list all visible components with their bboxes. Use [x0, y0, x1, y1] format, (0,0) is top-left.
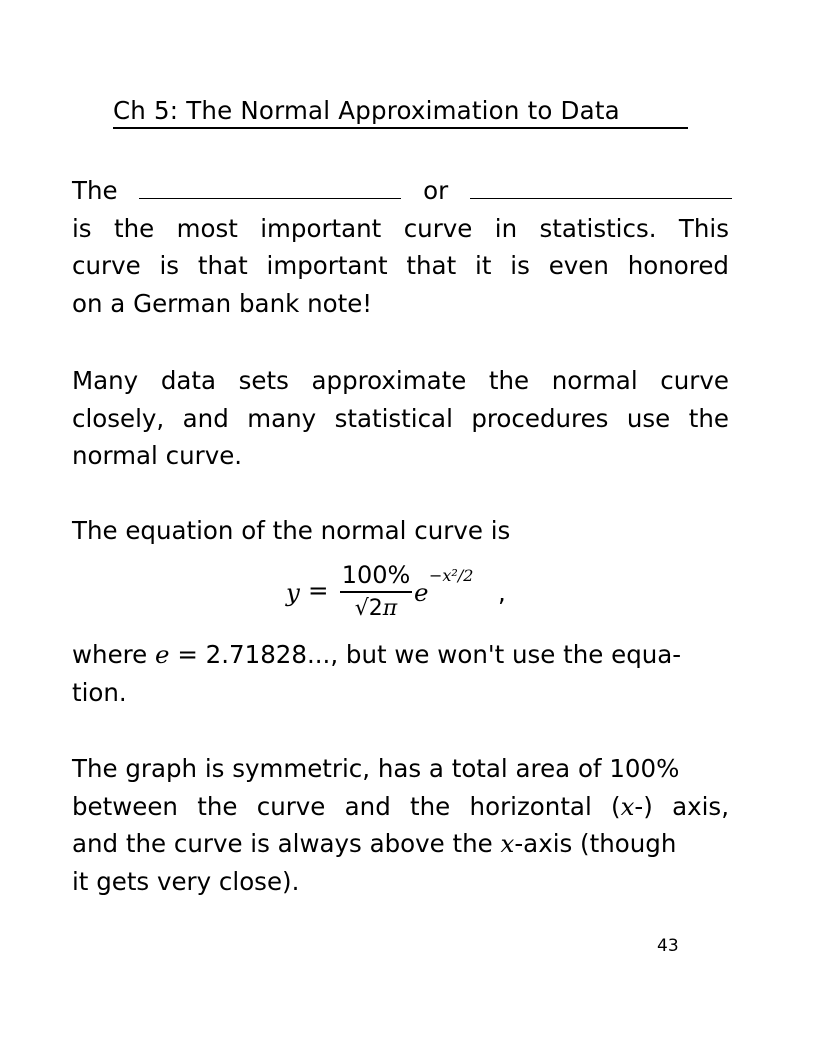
datasets-line-3: normal curve.	[72, 441, 243, 471]
intro-line-4: on a German bank note!	[72, 289, 373, 319]
paragraph-e-value: where e = 2.71828..., but we won't use the equa- tion.	[72, 640, 682, 707]
datasets-line-2: closely, and many statistical procedures use the	[72, 403, 729, 433]
title-underline	[113, 127, 688, 129]
paragraph-equation-intro: The equation of the normal curve is	[72, 516, 511, 545]
paragraph-data-sets	[72, 362, 729, 475]
paragraph-intro	[72, 172, 729, 323]
equation-fraction: 100% √2π	[341, 561, 411, 621]
fill-in-blank-2	[470, 176, 732, 199]
intro-line-1: The or	[72, 172, 729, 210]
fraction-bar	[340, 591, 412, 593]
intro-line-3: curve is that important that it is even honored	[72, 251, 729, 281]
fill-in-blank-1	[139, 176, 401, 199]
page-title: Ch 5: The Normal Approximation to Data	[113, 96, 620, 125]
intro-line-2: is the most important curve in statistics. This	[72, 213, 729, 243]
datasets-line-1: Many data sets approximate the normal curve	[72, 366, 729, 395]
paragraph-graph-properties: The graph is symmetric, has a total area of 100% between the curve and the horizontal (x-) axis, and the curve is always above the x-axis (though it gets very close).	[72, 754, 729, 897]
page-number: 43	[657, 936, 679, 956]
